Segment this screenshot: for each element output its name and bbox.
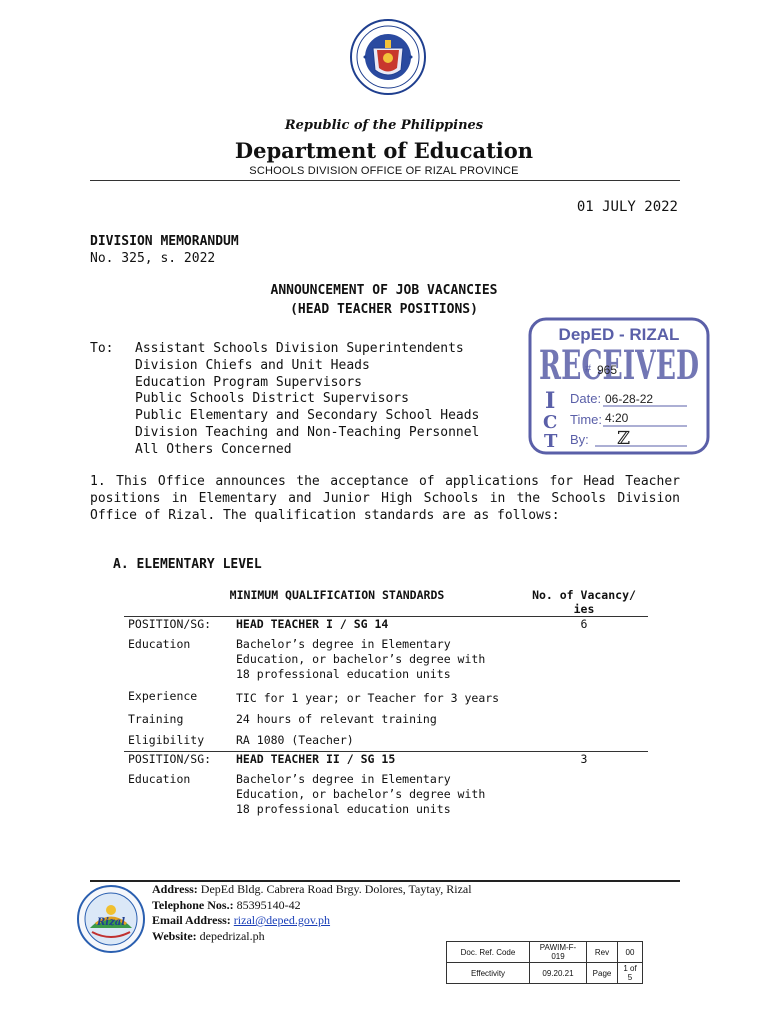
announcement-title: ANNOUNCEMENT OF JOB VACANCIES bbox=[270, 283, 498, 298]
stamp-letter: T bbox=[544, 431, 558, 452]
ref-cell: Rev bbox=[587, 942, 618, 963]
stamp-number-prefix: # bbox=[585, 363, 592, 375]
header-divider bbox=[90, 180, 680, 181]
table-row bbox=[124, 752, 648, 767]
office-subtitle: SCHOOLS DIVISION OFFICE OF RIZAL PROVINCE bbox=[249, 165, 519, 177]
table-row bbox=[124, 617, 648, 632]
table-row bbox=[447, 963, 643, 984]
recipient-item: Public Schools District Supervisors bbox=[135, 391, 409, 407]
memo-number: No. 325, s. 2022 bbox=[90, 251, 216, 266]
ref-cell: PAWIM-F-019 bbox=[530, 942, 587, 963]
vacancy-header-line: ies bbox=[573, 602, 595, 616]
footer-contact bbox=[152, 882, 472, 944]
position-title: HEAD TEACHER II / SG 15 bbox=[236, 752, 396, 766]
ref-cell: 1 of 5 bbox=[618, 963, 643, 984]
stamp-date-label: Date: bbox=[570, 391, 602, 406]
stamp-date-value: 06-28-22 bbox=[605, 392, 654, 406]
republic-title: Republic of the Philippines bbox=[284, 118, 484, 133]
table-row bbox=[124, 705, 648, 726]
position-label: POSITION/SG: bbox=[128, 752, 212, 766]
logo-text: Rizal bbox=[96, 917, 126, 928]
phone-label: Telephone Nos.: bbox=[152, 897, 234, 912]
email-link[interactable]: rizal@deped.gov.ph bbox=[233, 913, 331, 927]
row-label: Education bbox=[128, 772, 191, 786]
ref-cell: 09.20.21 bbox=[530, 963, 587, 984]
section-a-heading: A. ELEMENTARY LEVEL bbox=[113, 557, 262, 572]
row-label: Experience bbox=[128, 689, 198, 703]
paragraph-1: 1. This Office announces the acceptance of applications for Head Teacher positions in Elementary and Junior High Schools in the Schools Division Office of Rizal. The qualification standards are as follows: bbox=[90, 474, 680, 523]
to-label: To: bbox=[90, 341, 114, 356]
position-title: HEAD TEACHER I / SG 14 bbox=[236, 617, 389, 631]
table-row bbox=[124, 726, 648, 751]
received-stamp bbox=[527, 316, 711, 456]
website-label: Website: bbox=[152, 928, 197, 943]
stamp-received: RECEIVED bbox=[539, 342, 699, 389]
stamp-time-value: 4:20 bbox=[605, 411, 629, 425]
deped-seal-logo bbox=[349, 18, 427, 96]
table-row bbox=[124, 766, 648, 817]
address-value: DepEd Bldg. Cabrera Road Brgy. Dolores, Taytay, Rizal bbox=[200, 882, 472, 896]
position-label: POSITION/SG: bbox=[128, 617, 212, 631]
table-header-standards: MINIMUM QUALIFICATION STANDARDS bbox=[229, 588, 445, 602]
row-label: Eligibility bbox=[128, 733, 205, 747]
address-label: Address: bbox=[152, 882, 198, 896]
ref-cell: Doc. Ref. Code bbox=[447, 942, 530, 963]
recipient-item: Assistant Schools Division Superintendents bbox=[135, 341, 464, 356]
qualification-table bbox=[124, 588, 648, 817]
doc-ref-table bbox=[446, 941, 643, 984]
sdo-rizal-logo bbox=[76, 884, 146, 954]
website-value: depedrizal.ph bbox=[199, 928, 265, 943]
table-row bbox=[447, 942, 643, 963]
row-value: TIC for 1 year; or Teacher for 3 years bbox=[236, 691, 500, 705]
email-label: Email Address: bbox=[152, 913, 231, 927]
ref-cell: Effectivity bbox=[447, 963, 530, 984]
row-label: Training bbox=[128, 712, 184, 726]
row-value: Bachelor’s degree in Elementary Education, or bachelor’s degree with 18 professional education units bbox=[236, 772, 486, 816]
row-value: Bachelor’s degree in Elementary Education, or bachelor’s degree with 18 professional education units bbox=[236, 637, 486, 681]
recipient-item: All Others Concerned bbox=[135, 441, 292, 457]
announcement-subtitle: (HEAD TEACHER POSITIONS) bbox=[290, 302, 478, 317]
table-header-vacancy bbox=[520, 588, 648, 616]
table-header-row bbox=[124, 588, 648, 616]
memo-date: 01 JULY 2022 bbox=[576, 199, 678, 215]
stamp-time-label: Time: bbox=[570, 412, 603, 427]
recipient-item: Education Program Supervisors bbox=[135, 374, 362, 390]
position-vacancies: 6 bbox=[580, 617, 588, 631]
ref-cell: Page bbox=[587, 963, 618, 984]
table-row bbox=[124, 682, 648, 705]
stamp-number: 965 bbox=[597, 363, 618, 377]
row-label: Education bbox=[128, 637, 191, 651]
recipient-item: Division Teaching and Non-Teaching Personnel bbox=[135, 424, 480, 440]
recipient-item: Public Elementary and Secondary School Heads bbox=[135, 408, 480, 424]
ref-cell: 00 bbox=[618, 942, 643, 963]
department-title: Department of Education bbox=[234, 138, 534, 163]
stamp-title: DepED - RIZAL bbox=[558, 325, 680, 344]
recipient-list bbox=[135, 341, 479, 459]
stamp-letter: C bbox=[543, 412, 558, 433]
vacancy-header-line: No. of Vacancy/ bbox=[532, 588, 636, 602]
phone-value: 85395140-42 bbox=[236, 897, 301, 912]
table-row bbox=[124, 631, 648, 682]
row-value: 24 hours of relevant training bbox=[236, 712, 437, 726]
stamp-by-label: By: bbox=[570, 432, 589, 447]
stamp-letter: I bbox=[545, 388, 556, 414]
position-vacancies: 3 bbox=[580, 752, 588, 766]
stamp-signature: ℤ bbox=[617, 428, 631, 449]
recipient-item: Division Chiefs and Unit Heads bbox=[135, 357, 370, 373]
memo-heading: DIVISION MEMORANDUM bbox=[90, 234, 239, 249]
row-value: RA 1080 (Teacher) bbox=[236, 733, 354, 747]
